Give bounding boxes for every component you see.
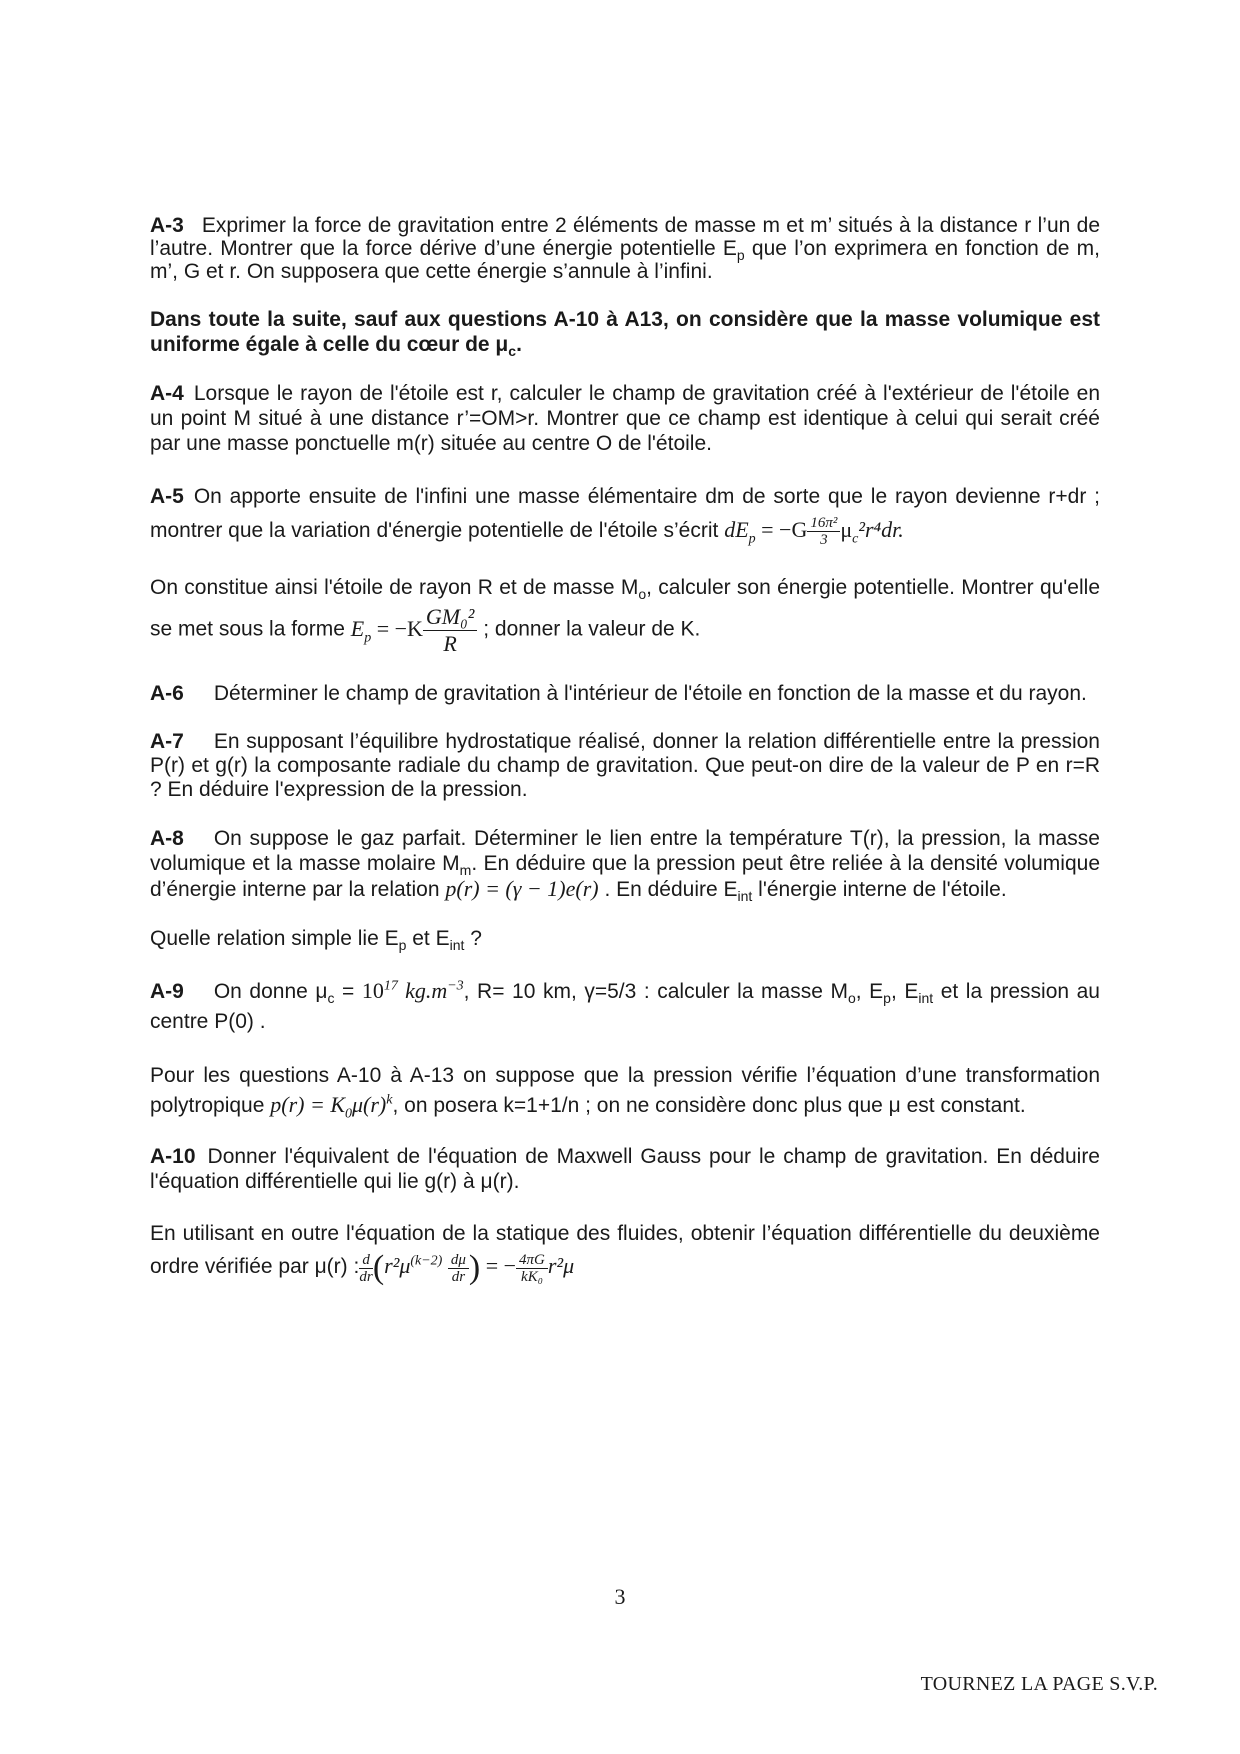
subscript: c bbox=[327, 990, 335, 1007]
subscript: p bbox=[883, 990, 891, 1007]
question-text: , calculer son énergie potentielle. Montrer qu'elle se met sous la forme bbox=[150, 576, 1100, 641]
notice-text: . bbox=[516, 333, 522, 356]
equation-pressure: p(r) = (γ − 1)e(r) bbox=[445, 876, 599, 902]
question-text: Pour les questions A-10 à A-13 on suppose que la pression vérifie l’équation d’une transformation polytropique bbox=[150, 1064, 1100, 1118]
subscript: o bbox=[638, 586, 647, 603]
question-text: , E bbox=[855, 980, 884, 1004]
document-body bbox=[150, 214, 1100, 1309]
polytropic-intro bbox=[150, 1061, 1100, 1120]
question-id: A-6 bbox=[150, 682, 184, 706]
question-text: En utilisant en outre l'équation de la statique des fluides, obtenir l’équation différentielle du deuxième ordre vérifiée par μ(r) : bbox=[150, 1222, 1100, 1279]
question-text: , E bbox=[890, 980, 919, 1004]
subscript: int bbox=[918, 990, 934, 1007]
question-text: que l’on exprimera en fonction de m, m’, G et r. On supposera que cette énergie s’annule à l’infini. bbox=[150, 237, 1100, 283]
question-text: Exprimer la force de gravitation entre 2 éléments de masse m et m’ situés à la distance r l’un de l’autre. Montrer que la force dérive d’une énergie potentielle E bbox=[150, 214, 1100, 260]
equation-polytropic: $p(r) = K_0\mu(r)^k$ bbox=[270, 1092, 393, 1122]
question-a7 bbox=[150, 730, 1100, 802]
question-a3 bbox=[150, 214, 1100, 283]
question-a8 bbox=[150, 826, 1100, 905]
subscript: m bbox=[459, 862, 472, 879]
question-text: Lorsque le rayon de l'étoile est r, calculer le champ de gravitation créé à l'extérieur de l'étoile en un point M situé à une distance r’=OM>r. Montrer que ce champ est identique à celui qui serait créé par une masse ponctuelle m(r) située au centre O de l'étoile. bbox=[150, 382, 1100, 455]
question-id: A-3 bbox=[150, 214, 184, 237]
question-text: ; donner la valeur de K. bbox=[483, 618, 701, 641]
question-text: On suppose le gaz parfait. Déterminer le lien entre la température T(r), la pression, la masse volumique et la masse molaire M bbox=[150, 827, 1100, 876]
question-text: On donne μ bbox=[213, 980, 328, 1004]
question-text: et la pression au centre P(0) . bbox=[150, 980, 1100, 1034]
question-text: l'énergie interne de l'étoile. bbox=[752, 878, 1007, 902]
question-text: ? bbox=[464, 927, 482, 951]
question-a5-continued bbox=[150, 572, 1100, 657]
question-text: Quelle relation simple lie E bbox=[150, 927, 399, 951]
subscript: o bbox=[847, 990, 856, 1007]
subscript: p bbox=[398, 937, 407, 954]
question-text: Déterminer le champ de gravitation à l'intérieur de l'étoile en fonction de la masse et du rayon. bbox=[213, 682, 1087, 706]
subscript: int bbox=[449, 937, 465, 954]
question-text: , on posera k=1+1/n ; on ne considère donc plus que μ est constant. bbox=[392, 1094, 1026, 1118]
question-id: A-7 bbox=[150, 730, 184, 754]
question-a5 bbox=[150, 480, 1100, 548]
question-a6 bbox=[150, 681, 1100, 706]
question-a9 bbox=[150, 976, 1100, 1037]
question-text: et E bbox=[406, 927, 450, 951]
question-text: , R= 10 km, γ=5/3 : calculer la masse M bbox=[463, 980, 848, 1004]
question-text: . En déduire E bbox=[604, 878, 738, 902]
question-a10-continued bbox=[150, 1218, 1100, 1287]
question-a10 bbox=[150, 1144, 1100, 1194]
question-text: . En déduire que la pression peut être reliée à la densité volumique d’énergie interne par la relation bbox=[150, 852, 1100, 902]
equation-Ep: $E_p = -K$ $\frac{\text{GM₀²}}{R}$ bbox=[351, 616, 478, 641]
question-id: A-4 bbox=[150, 382, 184, 405]
subscript: int bbox=[737, 888, 753, 905]
question-id: A-10 bbox=[150, 1145, 196, 1169]
question-text: On constitue ainsi l'étoile de rayon R et de masse M bbox=[150, 576, 639, 600]
question-text: On apporte ensuite de l'infini une masse élémentaire dm de sorte que le rayon devienne r+dr ; montrer que la variation d'énergie potentielle de l'étoile s’écrit bbox=[150, 485, 1100, 542]
question-text: Donner l'équivalent de l'équation de Maxwell Gauss pour le champ de gravitation. En déduire l'équation différentielle qui lie g(r) à μ(r). bbox=[150, 1145, 1100, 1194]
page-number: 3 bbox=[614, 1584, 626, 1609]
question-text: = bbox=[334, 980, 362, 1004]
question-id: A-8 bbox=[150, 827, 184, 851]
general-notice bbox=[150, 307, 1100, 360]
question-id: A-5 bbox=[150, 485, 184, 508]
equation-dEp: $dE_p = -G$ $\frac{\text{16π²}}{3}$ $\mu_c^2r^4dr$. bbox=[724, 515, 904, 549]
page-footer: TOURNEZ LA PAGE S.V.P. bbox=[920, 1673, 1158, 1695]
question-a8-continued bbox=[150, 926, 1100, 952]
question-text: En supposant l’équilibre hydrostatique réalisé, donner la relation différentielle entre la pression P(r) et g(r) la composante radiale du champ de gravitation. Que peut-on dire de la valeur de P en r=R ? En déduire l'expression de la pression. bbox=[150, 730, 1100, 802]
subscript: p bbox=[736, 247, 745, 264]
notice-text: Dans toute la suite, sauf aux questions A-10 à A13, on considère que la masse volumique est uniforme égale à celle du cœur de μ bbox=[150, 308, 1100, 356]
subscript: c bbox=[508, 343, 517, 360]
question-a4 bbox=[150, 381, 1100, 456]
equation-lane-emden: $\frac{d}{dr}$ ($r^2\mu^{(k-2)}$ $\frac{d\mu}{dr}$ ) = − $\frac{4\pi G}{\text{kK₀}}$ r²μ bbox=[359, 1249, 575, 1287]
question-id: A-9 bbox=[150, 980, 184, 1004]
equation-density: $10^{17}$ $kg.m^{-3}$ bbox=[361, 978, 464, 1004]
